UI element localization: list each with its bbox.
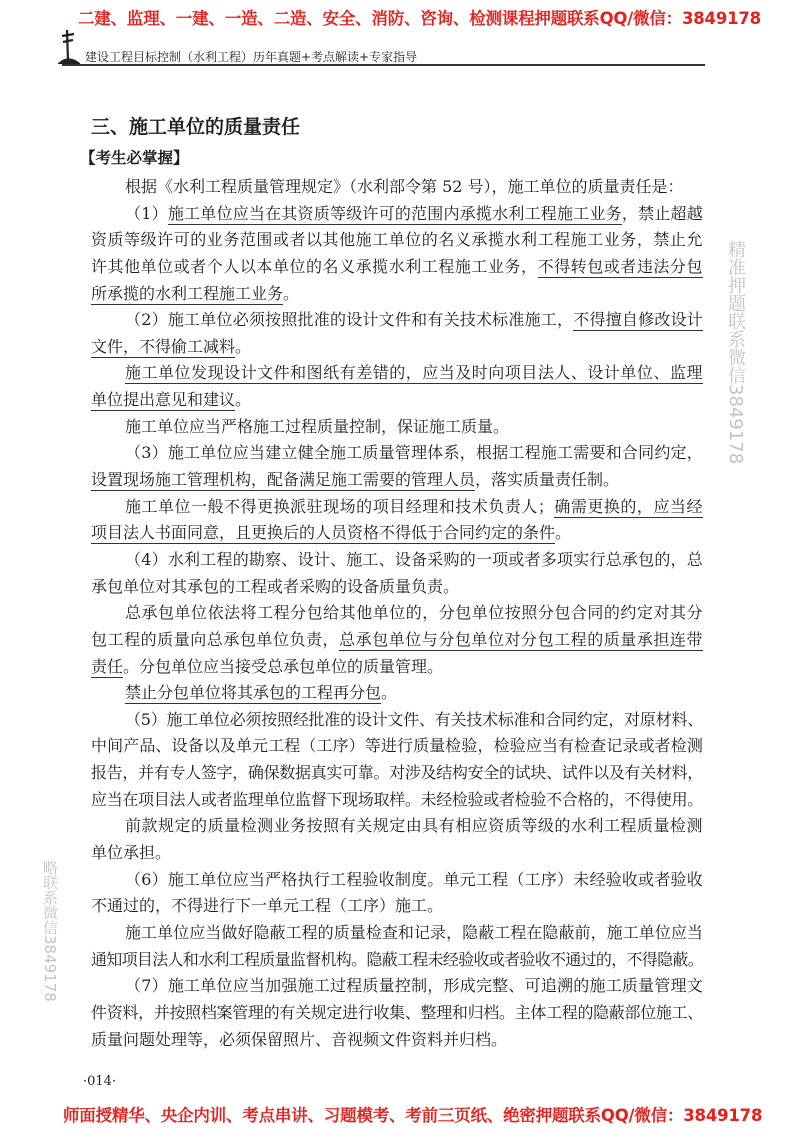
text-line-content <box>91 760 703 787</box>
underlined-text: 文件，不得偷工减料 <box>91 336 236 356</box>
underlined-text: 设置现场施工管理机构，配备满足施工需要的管理人员 <box>91 470 476 490</box>
text-segment: 总承包单位依法将工程分包给其他单位的，分包单位按照分包合同的约定对其分 <box>125 603 703 623</box>
text-line-content <box>91 654 443 681</box>
text-segment: （7）施工单位应当加强施工过程质量控制，形成完整、可追溯的施工质量管理文 <box>125 976 703 996</box>
text-line-content <box>125 867 703 894</box>
text-segment: 许其他单位或者个人以本单位的名义承揽水利工程施工业务， <box>91 256 538 276</box>
text-line-content <box>91 387 251 414</box>
text-line <box>91 547 703 574</box>
text-line-content <box>91 840 171 867</box>
body-text <box>91 174 703 1053</box>
text-segment: 根据《水利工程质量管理规定》（水利部令第 52 号），施工单位的质量责任是： <box>125 177 684 196</box>
underlined-text: 所承揽的水利工程施工业务 <box>91 283 284 303</box>
text-line-content <box>125 360 703 387</box>
text-segment: 应当在项目法人或者监理单位监督下现场取样。未经检验或者检验不合格的，不得使用。 <box>91 789 703 809</box>
text-line-content <box>125 813 703 840</box>
text-segment: （4）水利工程的勘察、设计、施工、设备采购的一项或者多项实行总承包的，总 <box>125 549 703 569</box>
text-line <box>91 867 703 894</box>
text-line <box>91 307 703 334</box>
text-line-content <box>125 600 703 627</box>
text-line-content <box>91 1027 507 1054</box>
text-line-content <box>125 307 703 334</box>
text-segment: 单位承担。 <box>91 843 172 863</box>
text-segment: 。 <box>381 683 398 703</box>
page-number: ·014· <box>83 1074 117 1089</box>
text-segment: 件资料，并按照档案管理的有关规定进行收集、整理和归档。主体工程的隐蔽部位施工、 <box>91 1002 703 1022</box>
text-line-content <box>91 574 459 601</box>
running-head: 建设工程目标控制（水利工程）历年真题+考点解读+专家指导 <box>85 50 418 64</box>
text-line-content <box>91 627 703 654</box>
text-line-content <box>91 281 299 308</box>
bottom-promo-banner: 师面授精华、央企内训、考点串讲、习题模考、考前三页纸、绝密押题联系QQ/微信：3849178 <box>63 1106 763 1125</box>
text-line <box>91 920 703 947</box>
text-segment: 。 <box>235 336 252 356</box>
underlined-text: 施工单位应当在其资质等级许可的范围内承揽水利工程施工业务 <box>167 203 622 223</box>
text-line-content <box>91 1000 703 1027</box>
text-line <box>91 680 703 707</box>
text-line-content <box>125 680 397 707</box>
text-segment: ，禁止超越 <box>621 203 703 223</box>
text-line <box>91 733 703 760</box>
watermark: 略联系微信3849178 <box>41 860 59 1002</box>
underlined-text: 项目法人书面同意，且更换后的人员资格不得低于合同约定的条件 <box>91 523 556 543</box>
text-segment: （3）施工单位应当建立健全施工质量管理体系，根据工程施工需要和合同约定， <box>125 443 703 463</box>
underlined-text: 确需更换的，应当经 <box>554 496 703 516</box>
text-line <box>91 787 703 814</box>
text-line <box>91 494 703 521</box>
text-segment: 。 <box>283 283 300 303</box>
text-segment: 通知项目法人和水利工程质量监督机构。隐蔽工程未经验收或者验收不通过的，不得隐蔽。 <box>91 949 703 969</box>
text-line-content <box>91 227 703 254</box>
text-segment: （2）施工单位必须按照批准的设计文件和有关技术标准施工， <box>125 310 574 330</box>
text-line <box>91 281 703 308</box>
text-line <box>91 360 703 387</box>
text-segment: ，落实质量责任制。 <box>475 470 620 490</box>
text-segment: （1） <box>125 203 168 223</box>
text-line-content <box>91 254 703 281</box>
text-line <box>91 627 703 654</box>
text-line <box>91 440 703 467</box>
text-line <box>91 227 703 254</box>
text-line-content <box>91 520 571 547</box>
text-line <box>91 574 703 601</box>
must-know-label: 【考生必掌握】 <box>80 149 189 167</box>
underlined-text: 总承包单位与分包单位对分包工程的质量承担连带 <box>339 629 703 649</box>
text-line-content <box>125 440 703 467</box>
text-segment: 资质等级许可的业务范围或者以其他施工单位的名义承揽水利工程施工业务，禁止允 <box>91 230 703 250</box>
text-segment: 质量问题处理等，必须保留照片、音视频文件资料并归档。 <box>91 1029 508 1049</box>
underlined-text: 不得擅自修改设计 <box>573 310 703 330</box>
signpost-icon <box>58 28 80 64</box>
text-segment: （5）施工单位必须按照经批准的设计文件、有关技术标准和合同约定，对原材料、 <box>125 709 703 729</box>
text-line-content <box>91 733 703 760</box>
text-line <box>91 254 703 281</box>
text-line <box>91 973 703 1000</box>
text-line-content <box>91 787 703 814</box>
text-line-content <box>125 494 703 521</box>
text-line-content <box>125 707 703 734</box>
header-rule <box>62 64 705 66</box>
text-line-content <box>125 920 703 947</box>
text-line-content <box>125 174 684 201</box>
text-segment: 不通过的，不得进行下一单元工程（工序）施工。 <box>91 896 444 916</box>
underlined-text: 施工单位发现设计文件和图纸有差错的，应当及时向项目法人、设计单位、监理 <box>125 363 703 383</box>
text-segment: 中间产品、设备以及单元工程（工序）等进行质量检验，检验应当有检查记录或者检测 <box>91 736 703 756</box>
text-line-content <box>91 467 619 494</box>
section-title: 三、施工单位的质量责任 <box>91 116 301 138</box>
underlined-text: 禁止分包单位将其承包的工程再分包 <box>125 683 382 703</box>
text-segment: （6）施工单位应当严格执行工程验收制度。单元工程（工序）未经验收或者验收 <box>125 869 703 889</box>
text-line <box>91 201 703 228</box>
text-segment: 。 <box>555 523 572 543</box>
text-segment: 。分包单位应当接受总承包单位的质量管理。 <box>123 656 444 676</box>
text-line <box>91 414 703 441</box>
text-segment: 前款规定的质量检测业务按照有关规定由具有相应资质等级的水利工程质量检测 <box>125 816 703 836</box>
text-segment: 承包单位对其承包的工程或者采购的设备质量负责。 <box>91 576 460 596</box>
text-line <box>91 334 703 361</box>
text-line-content <box>125 414 509 441</box>
underlined-text: 单位提出意见和建议 <box>91 390 236 410</box>
text-line <box>91 707 703 734</box>
text-line-content <box>125 201 703 228</box>
underlined-text: 不得转包或者违法分包 <box>537 256 703 276</box>
text-line <box>91 840 703 867</box>
text-line <box>91 760 703 787</box>
text-line <box>91 600 703 627</box>
text-line-content <box>125 973 703 1000</box>
text-line <box>91 654 703 681</box>
text-segment: 报告，并有专人签字，确保数据真实可靠。对涉及结构安全的试块、试件以及有关材料， <box>91 763 703 783</box>
text-line <box>91 813 703 840</box>
text-line-content <box>125 547 703 574</box>
watermark: 精准押题联系微信3849178 <box>725 240 746 465</box>
text-line <box>91 947 703 974</box>
text-line <box>91 387 703 414</box>
text-line-content <box>91 947 703 974</box>
text-segment: 施工单位应当做好隐蔽工程的质量检查和记录，隐蔽工程在隐蔽前，施工单位应当 <box>125 922 703 942</box>
text-line-content <box>91 334 251 361</box>
text-line <box>91 893 703 920</box>
text-line <box>91 1000 703 1027</box>
text-line <box>91 1027 703 1054</box>
text-segment: 施工单位一般不得更换派驻现场的项目经理和技术负责人； <box>125 496 555 516</box>
text-line <box>91 520 703 547</box>
text-line <box>91 174 703 201</box>
underlined-text: 责任 <box>91 656 124 676</box>
text-segment: 包工程的质量向总承包单位负责， <box>91 629 340 649</box>
top-promo-banner: 二建、监理、一建、一造、二造、安全、消防、咨询、检测课程押题联系QQ/微信：3849178 <box>78 9 761 28</box>
text-segment: 。 <box>235 390 252 410</box>
text-line <box>91 467 703 494</box>
text-line-content <box>91 893 443 920</box>
text-segment: 施工单位应当严格施工过程质量控制，保证施工质量。 <box>125 416 510 436</box>
